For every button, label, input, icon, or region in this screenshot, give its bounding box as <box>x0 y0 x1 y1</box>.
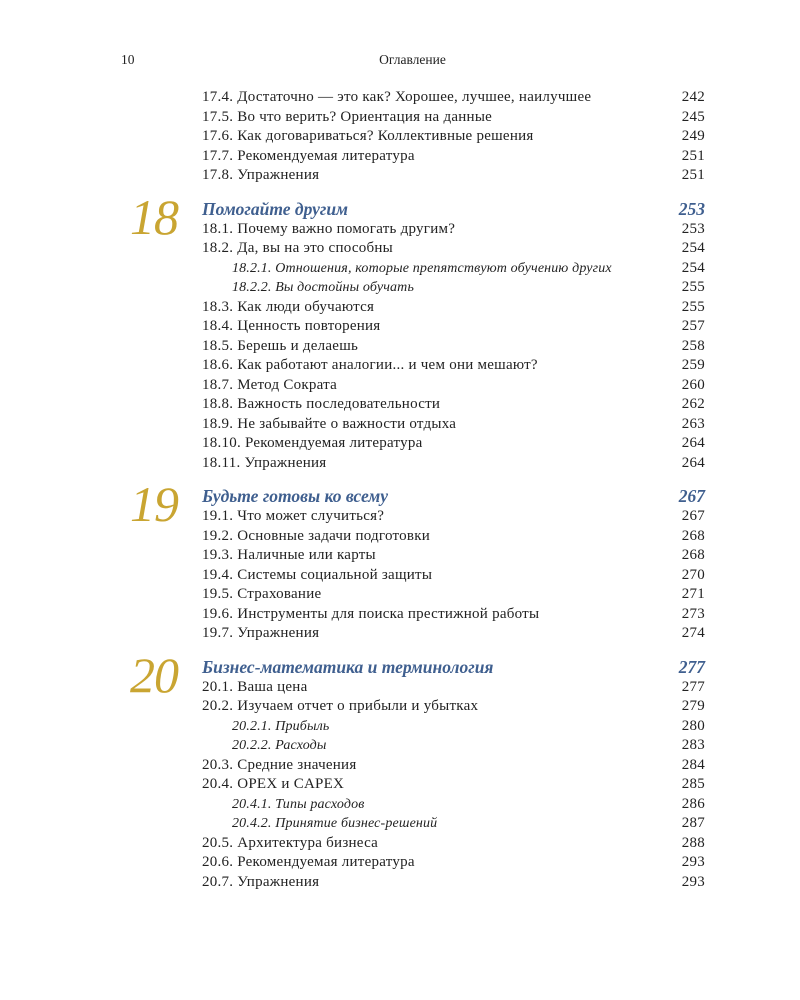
toc-entry[interactable] <box>202 376 705 396</box>
entry-page: 251 <box>681 147 705 164</box>
entry-page: 249 <box>681 128 705 144</box>
entry-page: 263 <box>681 415 705 432</box>
chapter-heading[interactable] <box>202 485 705 507</box>
entry-page: 254 <box>681 240 705 256</box>
toc-entry[interactable] <box>202 775 705 795</box>
entry-page: 259 <box>681 357 705 373</box>
table-of-contents <box>130 88 705 892</box>
page-header <box>121 52 704 70</box>
chapter-number: 18 <box>130 188 178 245</box>
entry-page: 242 <box>681 89 705 105</box>
entry-page: 288 <box>681 834 705 851</box>
entry-title: 20.3. Средние значения <box>202 756 357 773</box>
toc-entry[interactable] <box>202 434 705 454</box>
toc-subentry[interactable] <box>202 736 705 756</box>
toc-subentry[interactable] <box>202 814 705 834</box>
toc-entry[interactable] <box>202 605 705 625</box>
chapter-heading[interactable] <box>202 198 705 220</box>
entry-page: 257 <box>681 318 705 334</box>
chapter-title: Бизнес-математика и терминология <box>202 656 494 677</box>
entry-title: 20.4.2. Принятие бизнес-решений <box>232 816 438 831</box>
entry-page: 253 <box>681 220 705 237</box>
entry-page: 255 <box>681 279 705 295</box>
toc-entry[interactable] <box>202 166 705 186</box>
toc-entry[interactable] <box>202 756 705 776</box>
entry-title: 19.7. Упражнения <box>202 625 320 641</box>
toc-entry[interactable] <box>202 147 705 167</box>
toc-entry[interactable] <box>202 678 705 698</box>
toc-entry[interactable] <box>202 220 705 240</box>
page-number: 10 <box>121 52 135 67</box>
toc-entry[interactable] <box>202 566 705 586</box>
toc-entry[interactable] <box>202 239 705 259</box>
entry-title: 18.3. Как люди обучаются <box>202 298 375 315</box>
entry-page: 274 <box>681 625 705 641</box>
chapter-title: Будьте готовы ко всему <box>202 486 389 506</box>
toc-subentry[interactable] <box>202 259 705 279</box>
toc-entry[interactable] <box>202 356 705 376</box>
entry-page: 258 <box>681 337 705 354</box>
chapter-block <box>130 476 705 644</box>
toc-entry[interactable] <box>202 395 705 415</box>
toc-entry[interactable] <box>202 415 705 435</box>
entry-title: 20.7. Упражнения <box>202 873 320 890</box>
entry-title: 17.6. Как договариваться? Коллективные решения <box>202 128 534 144</box>
entry-title: 18.4. Ценность повторения <box>202 318 381 334</box>
toc-entry[interactable] <box>202 853 705 873</box>
toc-subentry[interactable] <box>202 795 705 815</box>
chapter-number: 19 <box>130 476 178 532</box>
entry-page: 271 <box>681 586 705 602</box>
entry-page: 268 <box>681 527 705 544</box>
entry-page: 273 <box>681 605 705 622</box>
entry-title: 18.1. Почему важно помогать другим? <box>202 220 456 237</box>
entry-page: 283 <box>681 737 705 753</box>
chapter-block <box>130 188 705 474</box>
toc-entry[interactable] <box>202 546 705 566</box>
entry-title: 18.10. Рекомендуемая литература <box>202 435 423 451</box>
toc-entry[interactable] <box>202 507 705 527</box>
chapter-page: 267 <box>678 486 705 506</box>
entry-page: 260 <box>681 376 705 393</box>
entry-page: 277 <box>681 678 705 695</box>
toc-entry[interactable] <box>202 697 705 717</box>
entry-title: 19.6. Инструменты для поиска престижной работы <box>202 605 540 622</box>
toc-entry[interactable] <box>202 585 705 605</box>
toc-entry[interactable] <box>202 624 705 644</box>
entry-title: 18.2.1. Отношения, которые препятствуют обучению других <box>232 260 612 276</box>
toc-entry[interactable] <box>202 127 705 147</box>
entry-title: 17.7. Рекомендуемая литература <box>202 147 415 164</box>
running-title: Оглавление <box>379 52 446 67</box>
entry-page: 293 <box>681 873 705 890</box>
continued-section <box>202 88 705 186</box>
toc-entry[interactable] <box>202 88 705 108</box>
entry-page: 279 <box>681 698 705 714</box>
entry-title: 20.5. Архитектура бизнеса <box>202 834 379 851</box>
entry-page: 264 <box>681 454 705 471</box>
toc-subentry[interactable] <box>202 717 705 737</box>
entry-title: 19.3. Наличные или карты <box>202 547 376 563</box>
entry-page: 267 <box>681 508 705 524</box>
entry-page: 251 <box>681 167 705 183</box>
entry-page: 268 <box>681 547 705 563</box>
toc-entry[interactable] <box>202 834 705 854</box>
entry-title: 18.2. Да, вы на это способны <box>202 240 393 256</box>
entry-title: 20.2. Изучаем отчет о прибыли и убытках <box>202 698 479 714</box>
entry-page: 254 <box>681 259 705 276</box>
entry-title: 20.2.2. Расходы <box>232 738 327 753</box>
entry-page: 285 <box>681 776 705 792</box>
entry-page: 287 <box>681 815 705 831</box>
entry-page: 286 <box>681 795 705 812</box>
chapter-title: Помогайте другим <box>202 198 349 219</box>
toc-entry[interactable] <box>202 108 705 128</box>
entry-page: 262 <box>681 396 705 412</box>
entry-title: 19.4. Системы социальной защиты <box>202 566 433 583</box>
entry-title: 19.1. Что может случиться? <box>202 508 385 524</box>
entry-page: 284 <box>681 756 705 773</box>
entry-title: 18.9. Не забывайте о важности отдыха <box>202 415 457 432</box>
entry-page: 255 <box>681 298 705 315</box>
entry-title: 18.7. Метод Сократа <box>202 376 338 393</box>
entry-title: 18.2.2. Вы достойны обучать <box>232 280 414 295</box>
entry-title: 19.5. Страхование <box>202 586 322 602</box>
chapter-number: 20 <box>130 646 178 703</box>
entry-page: 280 <box>681 717 705 734</box>
entry-title: 20.4. OPEX и CAPEX <box>202 776 345 792</box>
chapter-block <box>130 646 705 893</box>
entry-title: 20.2.1. Прибыль <box>232 718 330 734</box>
entry-title: 18.5. Берешь и делаешь <box>202 337 359 354</box>
entry-page: 293 <box>681 854 705 870</box>
toc-entry[interactable] <box>202 527 705 547</box>
toc-entry[interactable] <box>202 873 705 893</box>
toc-subentry[interactable] <box>202 278 705 298</box>
toc-entry[interactable] <box>202 454 705 474</box>
entry-page: 270 <box>681 566 705 583</box>
entry-title: 20.4.1. Типы расходов <box>232 796 365 812</box>
entry-title: 18.11. Упражнения <box>202 454 327 471</box>
chapter-heading[interactable] <box>202 656 705 678</box>
entry-title: 17.5. Во что верить? Ориентация на данные <box>202 108 493 125</box>
entry-title: 20.6. Рекомендуемая литература <box>202 854 415 870</box>
entry-page: 264 <box>681 435 705 451</box>
toc-entry[interactable] <box>202 337 705 357</box>
entry-title: 17.4. Достаточно — это как? Хорошее, лучшее, наилучшее <box>202 89 592 105</box>
entry-title: 18.8. Важность последовательности <box>202 396 441 412</box>
entry-title: 18.6. Как работают аналогии... и чем они мешают? <box>202 357 538 373</box>
toc-entry[interactable] <box>202 317 705 337</box>
toc-entry[interactable] <box>202 298 705 318</box>
entry-page: 245 <box>681 108 705 125</box>
entry-title: 20.1. Ваша цена <box>202 678 308 695</box>
entry-title: 17.8. Упражнения <box>202 167 320 183</box>
entry-title: 19.2. Основные задачи подготовки <box>202 527 431 544</box>
chapter-page: 277 <box>678 656 705 677</box>
chapter-page: 253 <box>678 198 705 219</box>
